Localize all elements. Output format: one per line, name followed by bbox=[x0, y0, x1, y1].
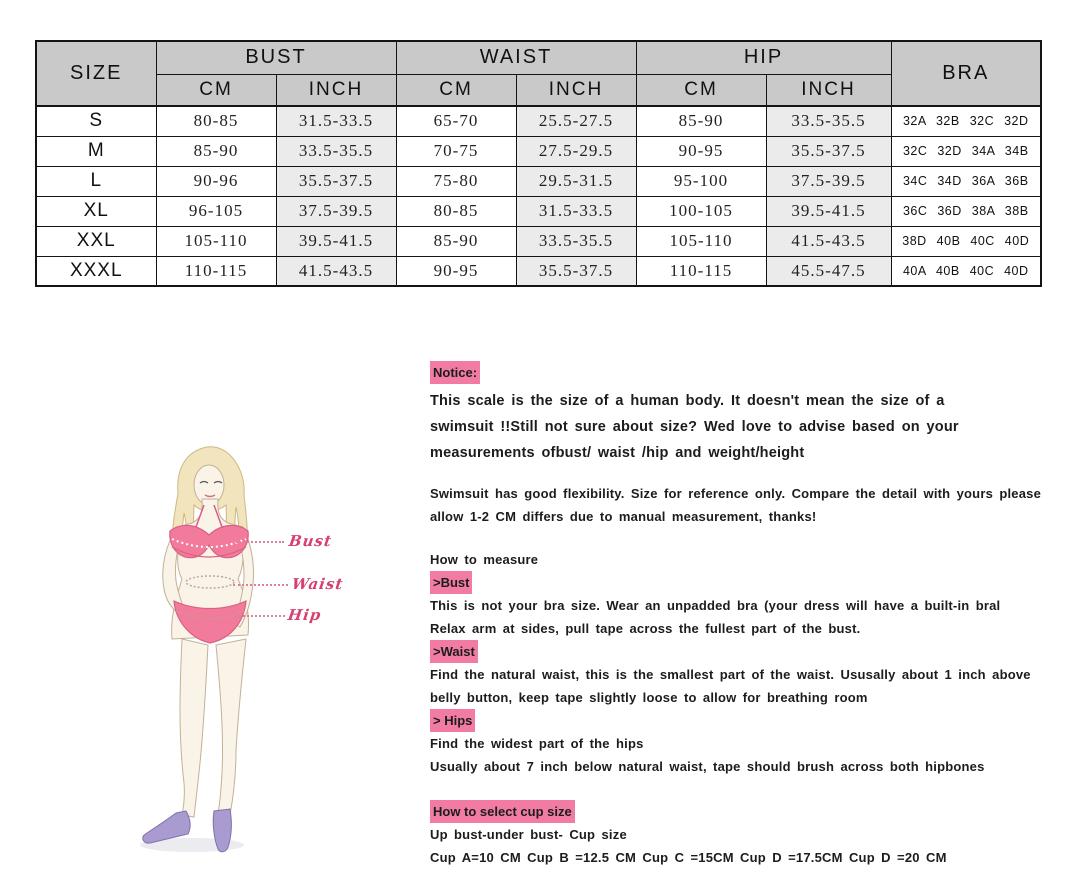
cup-instruction-line: Cup A=10 CM Cup B =12.5 CM Cup C =15CM Cup D =17.5CM Cup D =20 CM bbox=[430, 850, 947, 865]
hips-heading-text: > Hips bbox=[430, 709, 475, 732]
bust-cm-cell: 80-85 bbox=[156, 106, 276, 136]
bust-inch-cell: 31.5-33.5 bbox=[276, 106, 396, 136]
waist-instruction-line: Find the natural waist, this is the smallest part of the waist. Ususally about 1 inch above bbox=[430, 667, 1031, 682]
bra-cell: 32A 32B 32C 32D bbox=[891, 106, 1041, 136]
hip-inch-cell: 35.5-37.5 bbox=[766, 136, 891, 166]
waist-heading-text: >Waist bbox=[430, 640, 478, 663]
waist-inch-cell: 33.5-35.5 bbox=[516, 226, 636, 256]
hip-cm-cell: 95-100 bbox=[636, 166, 766, 196]
bust-inch-cell: 37.5-39.5 bbox=[276, 196, 396, 226]
bust-instruction-line: This is not your bra size. Wear an unpadded bra (your dress will have a built-in bral bbox=[430, 598, 1001, 613]
waist-inch-cell: 29.5-31.5 bbox=[516, 166, 636, 196]
notice-heading bbox=[430, 361, 1042, 384]
hips-instruction-line: Find the widest part of the hips bbox=[430, 736, 644, 751]
left-leg bbox=[180, 639, 208, 817]
waist-inch-cell: 31.5-33.5 bbox=[516, 196, 636, 226]
header-size: SIZE bbox=[36, 41, 156, 106]
table-row bbox=[36, 196, 1041, 226]
hip-cm-cell: 100-105 bbox=[636, 196, 766, 226]
header-hip-inch: INCH bbox=[766, 74, 891, 106]
bust-cm-cell: 105-110 bbox=[156, 226, 276, 256]
how-to-measure-section bbox=[430, 548, 1042, 778]
notice-heading-text: Notice: bbox=[430, 361, 480, 384]
cup-heading-text: How to select cup size bbox=[430, 800, 575, 823]
measurement-figure-illustration bbox=[130, 443, 290, 858]
header-bust: BUST bbox=[156, 41, 396, 74]
bust-cm-cell: 85-90 bbox=[156, 136, 276, 166]
header-waist-inch: INCH bbox=[516, 74, 636, 106]
bust-cm-cell: 110-115 bbox=[156, 256, 276, 286]
right-leg bbox=[216, 639, 246, 815]
waist-dotted-line bbox=[233, 584, 288, 586]
notice-paragraph bbox=[430, 388, 1042, 466]
header-waist-cm: CM bbox=[396, 74, 516, 106]
bra-cell: 34C 34D 36A 36B bbox=[891, 166, 1041, 196]
waist-cm-cell: 65-70 bbox=[396, 106, 516, 136]
hip-inch-cell: 45.5-47.5 bbox=[766, 256, 891, 286]
hip-inch-cell: 39.5-41.5 bbox=[766, 196, 891, 226]
hip-dotted-line bbox=[238, 615, 285, 617]
cup-instruction-line: Up bust-under bust- Cup size bbox=[430, 827, 627, 842]
hip-inch-cell: 41.5-43.5 bbox=[766, 226, 891, 256]
size-cell: XXL bbox=[36, 226, 156, 256]
table-row bbox=[36, 136, 1041, 166]
flexibility-paragraph bbox=[430, 482, 1042, 528]
bust-inch-cell: 33.5-35.5 bbox=[276, 136, 396, 166]
how-to-measure-title: How to measure bbox=[430, 552, 539, 567]
header-bust-inch: INCH bbox=[276, 74, 396, 106]
flexibility-line: allow 1-2 CM differs due to manual measurement, thanks! bbox=[430, 509, 817, 524]
hip-inch-cell: 33.5-35.5 bbox=[766, 106, 891, 136]
header-waist: WAIST bbox=[396, 41, 636, 74]
notice-line: swimsuit !!Still not sure about size? Wed love to advise based on your bbox=[430, 419, 959, 435]
waist-cm-cell: 80-85 bbox=[396, 196, 516, 226]
bra-cell: 32C 32D 34A 34B bbox=[891, 136, 1041, 166]
table-row bbox=[36, 166, 1041, 196]
hip-cm-cell: 105-110 bbox=[636, 226, 766, 256]
hips-heading bbox=[430, 709, 1042, 732]
waist-cm-cell: 85-90 bbox=[396, 226, 516, 256]
bust-heading-text: >Bust bbox=[430, 571, 472, 594]
size-cell: M bbox=[36, 136, 156, 166]
table-row bbox=[36, 226, 1041, 256]
notice-line: This scale is the size of a human body. It doesn't mean the size of a bbox=[430, 393, 945, 409]
size-chart-table bbox=[35, 40, 1042, 287]
waist-inch-cell: 27.5-29.5 bbox=[516, 136, 636, 166]
size-cell: XL bbox=[36, 196, 156, 226]
flexibility-line: Swimsuit has good flexibility. Size for reference only. Compare the detail with yours please bbox=[430, 486, 1041, 501]
waist-inch-cell: 35.5-37.5 bbox=[516, 256, 636, 286]
bra-cell: 36C 36D 38A 38B bbox=[891, 196, 1041, 226]
size-cell: S bbox=[36, 106, 156, 136]
bra-cell: 40A 40B 40C 40D bbox=[891, 256, 1041, 286]
table-row bbox=[36, 106, 1041, 136]
bust-cm-cell: 96-105 bbox=[156, 196, 276, 226]
hip-cm-cell: 90-95 bbox=[636, 136, 766, 166]
bust-inch-cell: 41.5-43.5 bbox=[276, 256, 396, 286]
header-hip-cm: CM bbox=[636, 74, 766, 106]
bra-cell: 38D 40B 40C 40D bbox=[891, 226, 1041, 256]
size-cell: L bbox=[36, 166, 156, 196]
waist-inch-cell: 25.5-27.5 bbox=[516, 106, 636, 136]
bust-inch-cell: 39.5-41.5 bbox=[276, 226, 396, 256]
notes-column bbox=[430, 361, 1042, 869]
waist-cm-cell: 90-95 bbox=[396, 256, 516, 286]
table-row bbox=[36, 256, 1041, 286]
header-bust-cm: CM bbox=[156, 74, 276, 106]
notice-line: measurements ofbust/ waist /hip and weight/height bbox=[430, 445, 805, 461]
hip-cm-cell: 85-90 bbox=[636, 106, 766, 136]
header-hip: HIP bbox=[636, 41, 891, 74]
waist-instruction-line: belly button, keep tape slightly loose to allow for breathing room bbox=[430, 690, 868, 705]
header-bra: BRA bbox=[891, 41, 1041, 106]
waist-cm-cell: 75-80 bbox=[396, 166, 516, 196]
bust-heading bbox=[430, 571, 1042, 594]
cup-heading bbox=[430, 800, 1042, 823]
size-cell: XXXL bbox=[36, 256, 156, 286]
bust-instruction-line: Relax arm at sides, pull tape across the fullest part of the bust. bbox=[430, 621, 861, 636]
bust-inch-cell: 35.5-37.5 bbox=[276, 166, 396, 196]
bust-dotted-line bbox=[236, 541, 284, 543]
hip-label: Hip bbox=[286, 606, 323, 624]
waist-cm-cell: 70-75 bbox=[396, 136, 516, 166]
waist-label: Waist bbox=[290, 575, 345, 593]
hips-instruction-line: Usually about 7 inch below natural waist, tape should brush across both hipbones bbox=[430, 759, 985, 774]
cup-size-section bbox=[430, 800, 1042, 869]
waist-heading bbox=[430, 640, 1042, 663]
bust-cm-cell: 90-96 bbox=[156, 166, 276, 196]
hip-cm-cell: 110-115 bbox=[636, 256, 766, 286]
bust-label: Bust bbox=[287, 532, 334, 550]
hip-inch-cell: 37.5-39.5 bbox=[766, 166, 891, 196]
